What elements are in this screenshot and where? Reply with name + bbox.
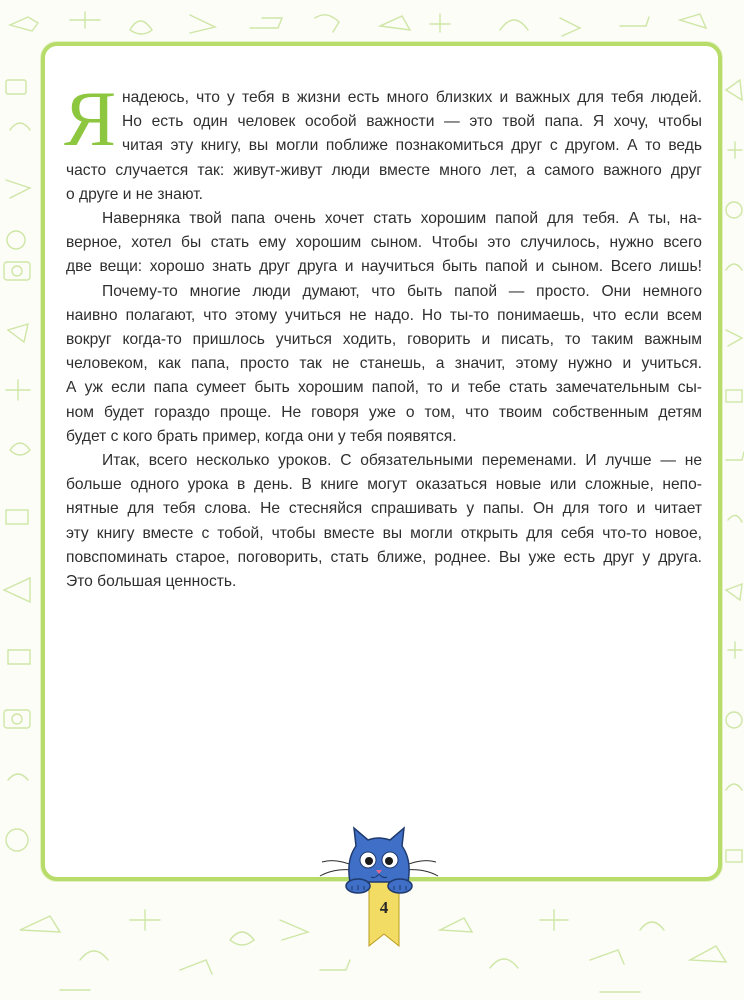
text-line: А уж если папа сумеет быть хорошим папой, то и тебе стать замечательным сы- xyxy=(66,379,702,397)
text-line: Итак, всего несколько уроков. С обязательными переменами. И лучше — не xyxy=(102,452,702,470)
text-line: Но есть один человек особой важности — это твой папа. Я хочу, чтобы xyxy=(122,113,702,131)
text-line: человеком, как папа, просто так не станешь, а значит, этому нужно и учиться. xyxy=(66,355,702,373)
text-line: две вещи: хорошо знать друг друга и научиться быть папой и сыном. Всего лишь! xyxy=(66,258,702,276)
text-line: надеюсь, что у тебя в жизни есть много близких и важных для тебя людей. xyxy=(122,89,702,106)
text-line: ном будет гораздо проще. Не говоря уже о том, что твоим собственным детям xyxy=(66,403,702,421)
paragraph-2 xyxy=(66,207,702,280)
text-line: Это большая ценность. xyxy=(66,573,237,591)
paragraph-3 xyxy=(66,280,702,449)
paragraph-4 xyxy=(66,449,702,594)
text-line: повспоминать старое, поговорить, стать ближе, роднее. Вы уже есть друг у друга. xyxy=(66,548,702,566)
body-text xyxy=(66,86,702,594)
text-line: Почему-то многие люди думают, что быть папой — просто. Они немного xyxy=(102,282,702,300)
text-line: читая эту книгу, вы могли поближе познакомиться друг с другом. А то ведь xyxy=(122,137,702,155)
text-line: больше одного урока в день. В книге могут оказаться новые или сложные, непо- xyxy=(66,476,702,494)
text-line: верное, хотел бы стать ему хорошим сыном. Чтобы это случилось, нужно всего xyxy=(66,234,702,252)
text-line: вокруг когда-то пришлось учиться ходить, говорить и писать, то таким важным xyxy=(66,331,702,349)
text-line: нятные для тебя слова. Не стесняйся спрашивать у папы. Он для того и читает xyxy=(66,500,702,518)
drop-cap: Я xyxy=(64,75,117,162)
text-line: эту книгу вместе с тобой, чтобы вместе вы могли открыть для себя что-то новое, xyxy=(66,524,702,542)
paragraph-1 xyxy=(66,86,702,207)
page-number: 4 xyxy=(379,898,389,917)
text-line: часто случается так: живут-живут люди вместе много лет, а самого важного друг xyxy=(66,161,702,179)
text-line: о друге и не знают. xyxy=(66,185,203,203)
text-line: наивно полагают, что этому учиться не надо. Но ты-то понимаешь, что если всем xyxy=(66,306,702,324)
text-line: будет с кого брать пример, когда они у тебя появятся. xyxy=(66,427,457,445)
cat-illustration-icon xyxy=(318,824,440,896)
text-line: Наверняка твой папа очень хочет стать хорошим папой для тебя. А ты, на- xyxy=(102,210,702,228)
